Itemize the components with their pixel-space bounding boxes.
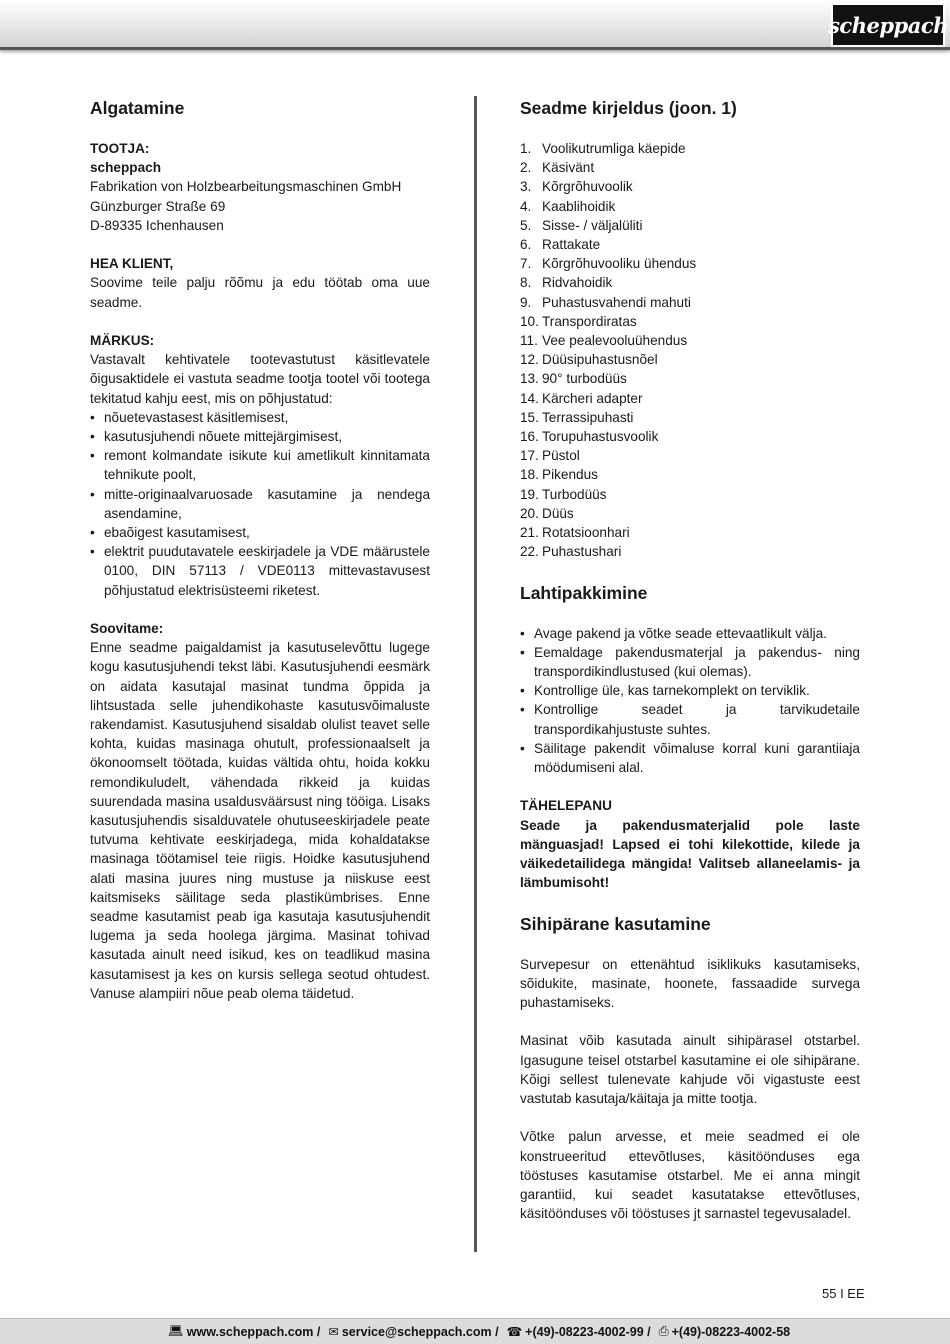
item-number: 6. [520, 237, 532, 253]
warning-text: Seade ja pakendusmaterjalid pole laste mänguasjad! Lapsed ei tohi kilekottide, kilede ja väikedetailidega mängida! Valitseb allaneelamis- ja lämbumisoht! [520, 817, 860, 891]
item-label: Düüsipuhastusnõel [542, 352, 658, 368]
item-label: Sisse- / väljalüliti [542, 217, 643, 233]
item-label: Kärcheri adapter [542, 390, 643, 406]
recommend-text: Enne seadme paigaldamist ja kasutuselevõttu lugege kogu kasutusjuhendi tekst läbi. Kasutusjuhendi eesmärk on aidata kasutajal masinat tundma õppida ja lihtsustada selle juhendikohaste kasutusvõimaluste rakendamist. Kasutusjuhend sisaldab olulist teavet selle kohta, kuidas masinaga ohutult, professionaalselt ja ökonoomselt töötada, kuidas vältida ohtu, hoida kokku remondikuludelt, vähendada rikkeid ja kuidas suurendada masina usaldusväärsust ning tööiga. Lisaks kasutusjuhendis sisalduvatele ohutuseeskirjadele peate tutvuma kehtivate eeskirjadega, mida kohaldatakse masinaga töötamisel teie riigis. Hoidke kasutusjuhend alati masina juures ning mustuse ja niiskuse eest kaitsmiseks säilitage seda plastikümbrises. Enne seadme kasutamist peab iga kasutaja kasutusjuhendit lugema ja seda hoolega järgima. Masinat tohivad kasutada ainult need isikud, kes on teadlikud masina kasutamisest ja kes on kursis sellega seotud ohtudest. Vanuse alampiiri nõue peab olema täidetud. [90, 640, 430, 1001]
description-item [520, 254, 860, 273]
item-number: 12. [520, 352, 539, 368]
item-number: 13. [520, 371, 539, 387]
warning-label: TÄHELEPANU [520, 798, 612, 814]
item-label: Kõrgrõhuvooliku ühendus [542, 256, 697, 272]
description-item [520, 523, 860, 542]
manufacturer-line: Fabrikation von Holzbearbeitungsmaschinen GmbH [90, 179, 402, 195]
description-item [520, 446, 860, 465]
item-number: 14. [520, 390, 539, 406]
description-item [520, 273, 860, 292]
item-label: Torupuhastusvoolik [542, 429, 659, 445]
manufacturer-name: scheppach [90, 160, 162, 176]
item-label: Voolikutrumliga käepide [542, 141, 686, 156]
item-label: Püstol [542, 448, 580, 464]
item-number: 5. [520, 217, 532, 233]
item-label: Terrassipuhasti [542, 409, 634, 425]
brand-logo: scheppach [831, 3, 945, 47]
item-number: 20. [520, 505, 539, 521]
footer-phone: +(49)-08223-4002-99 / [525, 1324, 651, 1339]
recommend-label: Soovitame: [90, 621, 164, 637]
item-number: 16. [520, 429, 539, 445]
item-label: Rattakate [542, 237, 601, 253]
item-number: 3. [520, 179, 532, 195]
item-label: Kaablihoidik [542, 198, 616, 214]
description-item [520, 485, 860, 504]
description-item [520, 216, 860, 235]
left-column [90, 96, 430, 1003]
fax-icon: ⎙ [658, 1324, 669, 1338]
description-item [520, 389, 860, 408]
unpacking-list [520, 624, 860, 778]
list-item: • kasutusjuhendi nõuete mittejärgimisest, [90, 427, 430, 446]
item-number: 11. [520, 333, 538, 349]
header-bar [0, 0, 950, 50]
list-item: • Säilitage pakendit võimaluse korral kuni garantiiaja möödumiseni alal. [520, 739, 860, 777]
description-item [520, 177, 860, 196]
right-column [520, 96, 860, 1223]
page-number: 55 I EE [822, 1286, 865, 1301]
list-item: • remont kolmandate isikute kui ametlikult kinnitamata tehnikute poolt, [90, 446, 430, 484]
footer-web-link[interactable]: www.scheppach.com / [186, 1324, 321, 1339]
description-item [520, 504, 860, 523]
item-number: 1. [520, 141, 532, 156]
list-item: • mitte-originaalvaruosade kasutamine ja nendega asendamine, [90, 485, 430, 523]
customer-text: Soovime teile palju rõõmu ja edu töötab oma uue seadme. [90, 275, 430, 310]
item-number: 10. [520, 313, 539, 329]
column-divider [474, 96, 477, 1252]
item-label: Vee pealevooluühendus [542, 333, 688, 349]
list-item: • Kontrollige üle, kas tarnekomplekt on terviklik. [520, 681, 860, 700]
manufacturer-line: Günzburger Straße 69 [90, 198, 226, 214]
intended-use-paragraph: Võtke palun arvesse, et meie seadmed ei ole konstrueeritud ettevõtluses, käsitöönduses ega tööstuses kasutamise otstarbel. Me ei anna mingit garantiid, kui seadet kasutatakse ettevõtluses, käsitöönduses või tööstuses jt sarnastel tegevusaladel. [520, 1129, 860, 1222]
item-label: Düüs [542, 505, 574, 521]
item-number: 4. [520, 198, 532, 214]
list-item: • Avage pakend ja võtke seade ettevaatlikult välja. [520, 624, 860, 643]
description-item [520, 542, 860, 561]
manufacturer-line: D-89335 Ichenhausen [90, 217, 224, 233]
mail-icon: ✉ [328, 1325, 339, 1339]
item-number: 9. [520, 294, 532, 310]
item-number: 18. [520, 467, 539, 483]
description-item [520, 331, 860, 350]
item-number: 21. [520, 525, 539, 541]
list-item: • nõuetevastasest käsitlemisest, [90, 408, 430, 427]
description-list [520, 139, 860, 561]
item-label: Puhastushari [542, 544, 622, 560]
description-item [520, 350, 860, 369]
section-title-unpacking: Lahtipakkimine [520, 582, 648, 603]
description-item [520, 293, 860, 312]
item-number: 22. [520, 544, 539, 560]
list-item: • ebaõigest kasutamisest, [90, 523, 430, 542]
list-item: • Kontrollige seadet ja tarvikudetaile transpordikahjustuste suhtes. [520, 700, 860, 738]
description-item [520, 465, 860, 484]
footer-bar [0, 1318, 950, 1344]
item-label: Rotatsioonhari [542, 525, 630, 541]
footer-email-link[interactable]: service@scheppach.com / [341, 1324, 499, 1339]
description-item [520, 312, 860, 331]
description-item [520, 235, 860, 254]
item-number: 2. [520, 160, 532, 176]
item-label: 90° turbodüüs [542, 371, 627, 387]
description-item [520, 197, 860, 216]
list-item: • elektrit puudutavatele eeskirjadele ja VDE määrustele 0100, DIN 57113 / VDE0113 mittevastavusest põhjustatud elektrisüsteemi riketest. [90, 542, 430, 600]
item-label: Käsivänt [542, 160, 595, 176]
list-item: • Eemaldage pakendusmaterjal ja pakendus- ning transpordikindlustused (kui olemas). [520, 643, 860, 681]
description-item [520, 408, 860, 427]
description-item [520, 427, 860, 446]
footer-fax: +(49)-08223-4002-58 [671, 1324, 791, 1339]
intended-use-paragraph: Survepesur on ettenähtud isiklikuks kasutamiseks, sõidukite, masinate, hoonete, fassaadide survega puhastamiseks. [520, 956, 860, 1011]
note-label: MÄRKUS: [90, 333, 155, 348]
item-label: Kõrgrõhuvoolik [542, 179, 633, 195]
item-number: 19. [520, 486, 539, 502]
section-title-intended-use: Sihipärane kasutamine [520, 913, 711, 934]
item-number: 7. [520, 256, 532, 272]
intended-use-paragraph: Masinat võib kasutada ainult sihipärasel otstarbel. Igasugune teisel otstarbel kasutamine ei ole sihipärane. Kõigi sellest tulenevate kahjude või vigastuste eest vastutab kasutaja/käitaja ja mitte tootja. [520, 1033, 860, 1107]
item-number: 8. [520, 275, 532, 291]
phone-icon: ☎ [506, 1325, 523, 1339]
item-number: 15. [520, 409, 539, 425]
note-intro: Vastavalt kehtivatele tootevastutust käsitlevatele õigusaktidele ei vastuta seadme tootja tootel või tootega tekitatud kahju eest, mis on põhjustatud: [90, 352, 430, 406]
item-label: Puhastusvahendi mahuti [542, 294, 691, 310]
customer-label: HEA KLIENT, [90, 256, 174, 272]
section-title-description: Seadme kirjeldus (joon. 1) [520, 98, 737, 118]
note-list [90, 408, 430, 600]
computer-icon: 💻︎ [167, 1324, 184, 1338]
item-number: 17. [520, 448, 539, 464]
item-label: Pikendus [542, 467, 598, 483]
description-item [520, 139, 860, 158]
description-item [520, 158, 860, 177]
item-label: Turbodüüs [542, 486, 607, 502]
item-label: Ridvahoidik [542, 275, 613, 291]
description-item [520, 369, 860, 388]
section-title-start: Algatamine [90, 98, 185, 118]
item-label: Transpordiratas [542, 313, 637, 329]
manufacturer-label: TOOTJA: [90, 141, 150, 156]
